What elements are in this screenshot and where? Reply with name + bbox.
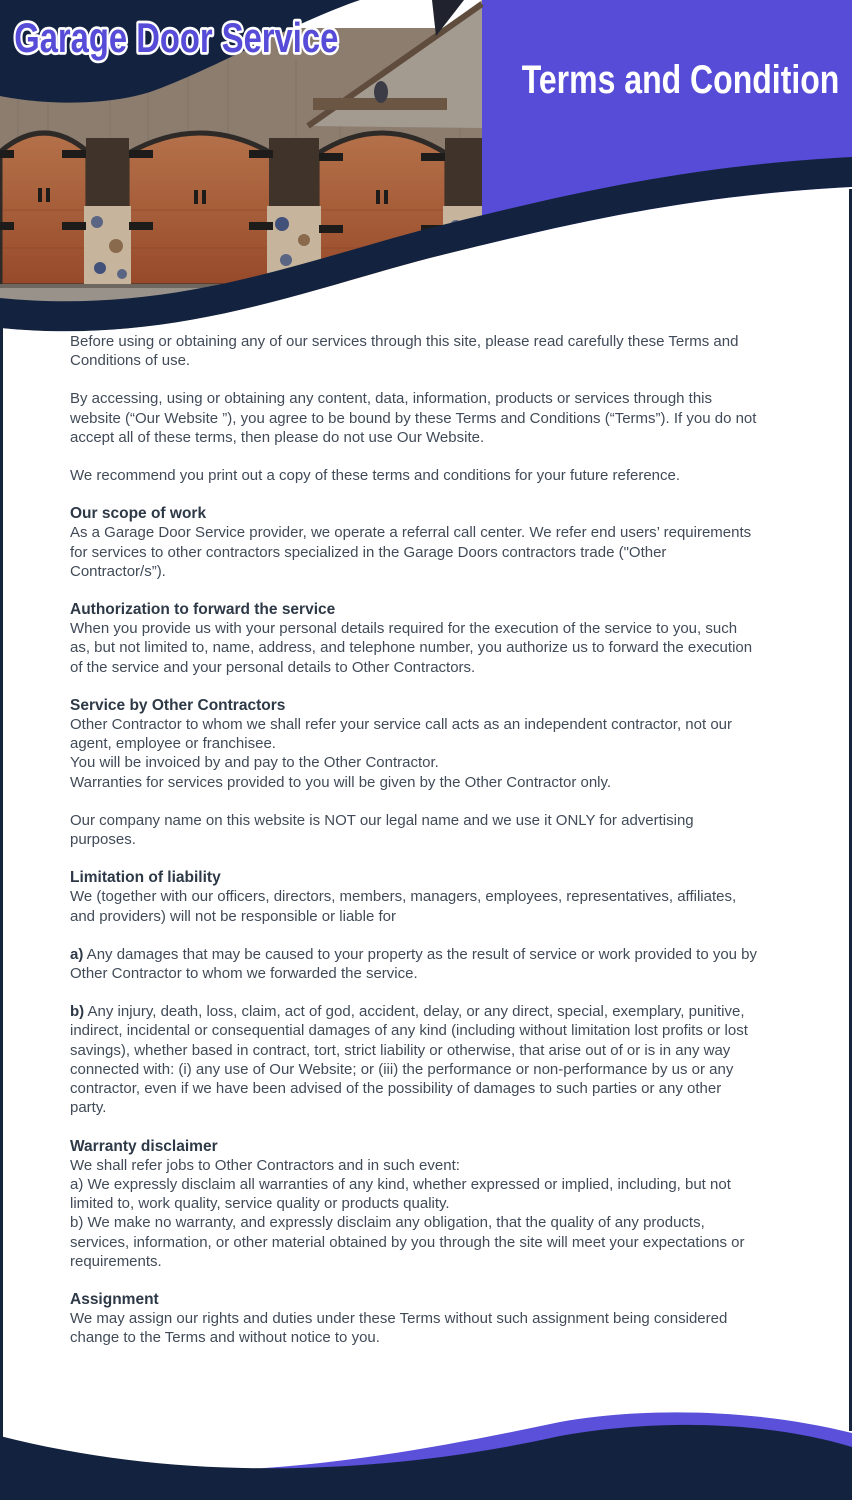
- page-title: [482, 56, 852, 104]
- paragraph: As a Garage Door Service provider, we operate a referral call center. We refer end users’ requirements for services to other contractors specialized in the Garage Doors contractors trade ("Other Contractor/s”).: [70, 524, 752, 580]
- section-heading: Assignment: [70, 1290, 159, 1308]
- footer-navy-wave: [0, 1425, 852, 1500]
- logo-text: Garage Door Service: [14, 14, 339, 61]
- section-heading: Authorization to forward the service: [70, 601, 336, 619]
- terms-content: [70, 332, 760, 1367]
- paragraph: a) Any damages that may be caused to your property as the result of service or work provided to you by Other Contractor to whom we forwarded the service.: [70, 945, 758, 983]
- paragraph: We (together with our officers, directors, members, managers, employees, representatives, affiliates, and providers) will not be responsible or liable for: [70, 888, 737, 925]
- paragraph-prefix: b): [70, 1003, 85, 1021]
- paragraph: When you provide us with your personal details required for the execution of the service to you, such as, but not limited to, name, address, and telephone number, you authorize us to forward the execution of the service and your personal details to Other Contractors.: [70, 620, 753, 676]
- section-heading: Warranty disclaimer: [70, 1137, 218, 1155]
- section-heading: Our scope of work: [70, 505, 207, 523]
- paragraph: We may assign our rights and duties under these Terms without such assignment being considered change to the Terms and without notice to you.: [70, 1310, 728, 1347]
- section-heading: Limitation of liability: [70, 869, 221, 887]
- paragraph: b) Any injury, death, loss, claim, act of god, accident, delay, or any direct, special, exemplary, punitive, indirect, incidental or consequential damages of any kind (including without limitation lost profits or lost savings), whether based in contract, tort, strict liability or otherwise, that arise out of or is in any way connected with: (i) any use of Our Website; or (iii) the performance or non-performance by us or any contractor, even if we have been advised of the possibility of damages to such parties or any other party.: [70, 1003, 748, 1117]
- paragraph: Before using or obtaining any of our services through this site, please read carefully these Terms and Conditions of use.: [70, 333, 739, 370]
- page-title-text: Terms and Condition: [521, 58, 840, 102]
- paragraph: By accessing, using or obtaining any content, data, information, products or services through this website (“Our Website ”), you agree to be bound by these Terms and Conditions (“Terms”). If you do not accept all of these terms, then please do not use Our Website.: [70, 390, 757, 446]
- section-heading: Service by Other Contractors: [70, 696, 286, 714]
- brand-logo: [8, 6, 360, 70]
- content-left-border: [0, 322, 3, 1438]
- footer-wave: [0, 1400, 852, 1500]
- paragraph-prefix: a): [70, 945, 84, 963]
- paragraph: Other Contractor to whom we shall refer your service call acts as an independent contractor, not our agent, employee or franchisee. You will be invoiced by and pay to the Other Contractor. Warranties for services provided to you will be given by the Other Contractor only.: [70, 716, 732, 791]
- paragraph: We shall refer jobs to Other Contractors and in such event: a) We expressly disclaim all warranties of any kind, whether expressed or implied, including, but not limited to, work quality, service quality or products quality. b) We make no warranty, and expressly disclaim any obligation, that the quality of any products, services, information, or other material obtained by you through the site will meet your expectations or requirements.: [70, 1156, 745, 1270]
- paragraph: Our company name on this website is NOT our legal name and we use it ONLY for advertising purposes.: [70, 811, 694, 849]
- paragraph: We recommend you print out a copy of these terms and conditions for your future reference.: [70, 467, 681, 485]
